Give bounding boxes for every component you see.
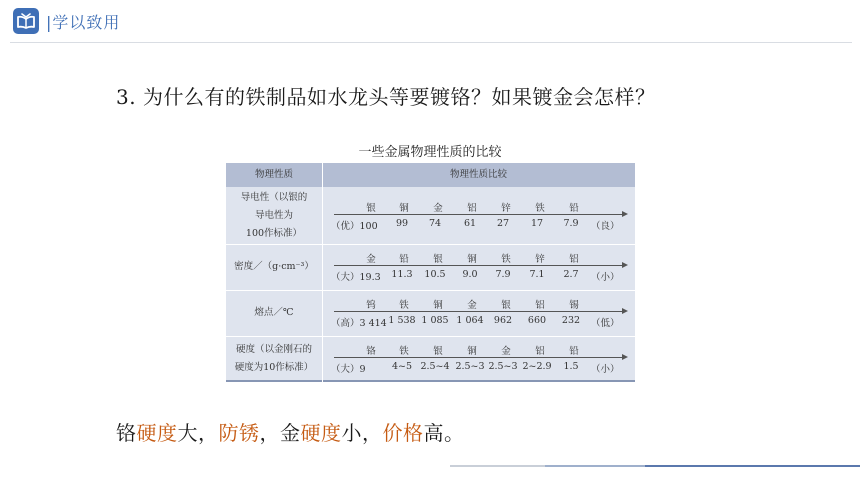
end-label: （小）	[591, 272, 620, 283]
metal-names	[323, 343, 635, 357]
property-label: 密度／（g·cm⁻³）	[234, 261, 314, 272]
metal-name: 铝	[535, 346, 545, 357]
start-value: （大）19.3	[331, 272, 381, 283]
comparison-arrow	[334, 214, 626, 215]
metal-value: 2.7	[563, 269, 579, 280]
metal-name: 银	[501, 300, 511, 311]
metal-name: 铁	[501, 254, 511, 265]
metal-name: 铜	[399, 202, 409, 214]
table-row	[226, 290, 635, 336]
answer-fragment: 高。	[423, 421, 465, 445]
metal-value: 2.5~4	[420, 361, 450, 372]
question-text: 3. 为什么有的铁制品如水龙头等要镀铬？如果镀金会怎样？	[116, 85, 656, 109]
metal-values	[323, 269, 635, 283]
metal-name: 银	[366, 202, 376, 214]
metal-name: 锡	[569, 300, 579, 311]
answer-keyword: 硬度	[136, 421, 178, 445]
metal-name: 铅	[569, 202, 579, 214]
metal-value: 7.9	[495, 269, 511, 280]
metal-value: 4~5	[391, 361, 413, 372]
metal-name: 铜	[433, 300, 443, 311]
start-value: （高）3 414	[331, 318, 387, 329]
metal-value: 11.3	[391, 269, 413, 280]
metal-name: 铝	[467, 202, 477, 214]
metal-value: 962	[493, 315, 513, 326]
footer-bar-3	[645, 465, 860, 467]
metal-name: 银	[433, 254, 443, 265]
metal-value: 74	[428, 217, 442, 229]
header-divider	[10, 42, 852, 43]
metal-name: 金	[366, 254, 376, 265]
metal-names	[323, 200, 635, 214]
answer-fragment: 铬	[116, 421, 137, 445]
metal-value: 99	[395, 217, 409, 229]
comparison-arrow	[334, 357, 626, 358]
metal-name: 铜	[467, 254, 477, 265]
table-row	[226, 336, 635, 382]
answer-keyword: 硬度	[300, 421, 342, 445]
metal-value: 61	[463, 217, 477, 229]
metal-name: 铅	[569, 346, 579, 357]
metal-value: 2.5~3	[488, 361, 518, 372]
end-label: （小）	[591, 364, 620, 375]
table-header	[226, 163, 635, 187]
metal-value: 2.5~3	[455, 361, 485, 372]
metal-name: 锌	[501, 202, 511, 214]
metal-name: 钨	[366, 300, 376, 311]
metal-value: 7.9	[563, 217, 579, 229]
table-caption	[0, 141, 860, 160]
start-value: （优）100	[331, 220, 378, 232]
metal-names	[323, 251, 635, 265]
end-label: （低）	[591, 318, 620, 329]
answer-fragment: 大，	[177, 421, 219, 445]
answer-keyword: 价格	[382, 421, 424, 445]
metal-name: 铁	[399, 300, 409, 311]
property-label: 硬度（以金刚石的 硬度为10作标准）	[234, 344, 314, 373]
metal-value: 9.0	[462, 269, 478, 280]
metal-name: 金	[467, 300, 477, 311]
header-col-comparison: 物理性质比较	[449, 169, 507, 180]
metal-value: 1.5	[563, 361, 579, 372]
metal-value: 7.1	[529, 269, 545, 280]
metal-value: 1 064	[456, 315, 484, 326]
footer-bar-1	[450, 465, 545, 467]
metal-value: 10.5	[424, 269, 446, 280]
metal-name: 锌	[535, 254, 545, 265]
metal-value: 1 538	[388, 315, 416, 326]
metal-name: 铝	[569, 254, 579, 265]
start-value: （大）9	[331, 364, 366, 375]
metal-name: 铜	[467, 346, 477, 357]
metal-name: 铬	[366, 346, 376, 357]
metal-values	[323, 315, 635, 329]
metal-value: 27	[496, 217, 510, 229]
answer-text	[116, 417, 465, 446]
table-row	[226, 187, 635, 244]
metal-values	[323, 361, 635, 375]
answer-fragment: 小，	[341, 421, 383, 445]
metal-value: 660	[527, 315, 547, 326]
metal-name: 金	[501, 346, 511, 357]
table-row	[226, 244, 635, 290]
book-logo-icon	[13, 8, 39, 34]
property-label: 熔点／℃	[254, 307, 294, 318]
metal-name: 铝	[535, 300, 545, 311]
metal-properties-table	[226, 163, 635, 382]
metal-name: 银	[433, 346, 443, 357]
footer-bar-2	[545, 465, 645, 467]
metal-names	[323, 297, 635, 311]
header-col-property: 物理性质	[254, 169, 293, 180]
comparison-arrow	[334, 265, 626, 266]
table-caption-text: 一些金属物理性质的比较	[358, 145, 502, 160]
metal-value: 232	[561, 315, 581, 326]
property-label: 导电性（以银的 导电性为 100作标准）	[240, 191, 308, 239]
end-label: （良）	[591, 220, 620, 232]
metal-name: 铅	[399, 254, 409, 265]
metal-values	[323, 218, 635, 232]
metal-name: 铁	[535, 202, 545, 214]
metal-value: 1 085	[421, 315, 449, 326]
metal-value: 2~2.9	[522, 361, 552, 372]
section-title: |学以致用	[46, 13, 121, 32]
header	[0, 0, 860, 44]
comparison-arrow	[334, 311, 626, 312]
answer-fragment: ，金	[259, 421, 301, 445]
answer-keyword: 防锈	[218, 421, 260, 445]
metal-name: 金	[433, 202, 443, 214]
metal-name: 铁	[399, 346, 409, 357]
metal-value: 17	[530, 217, 544, 229]
